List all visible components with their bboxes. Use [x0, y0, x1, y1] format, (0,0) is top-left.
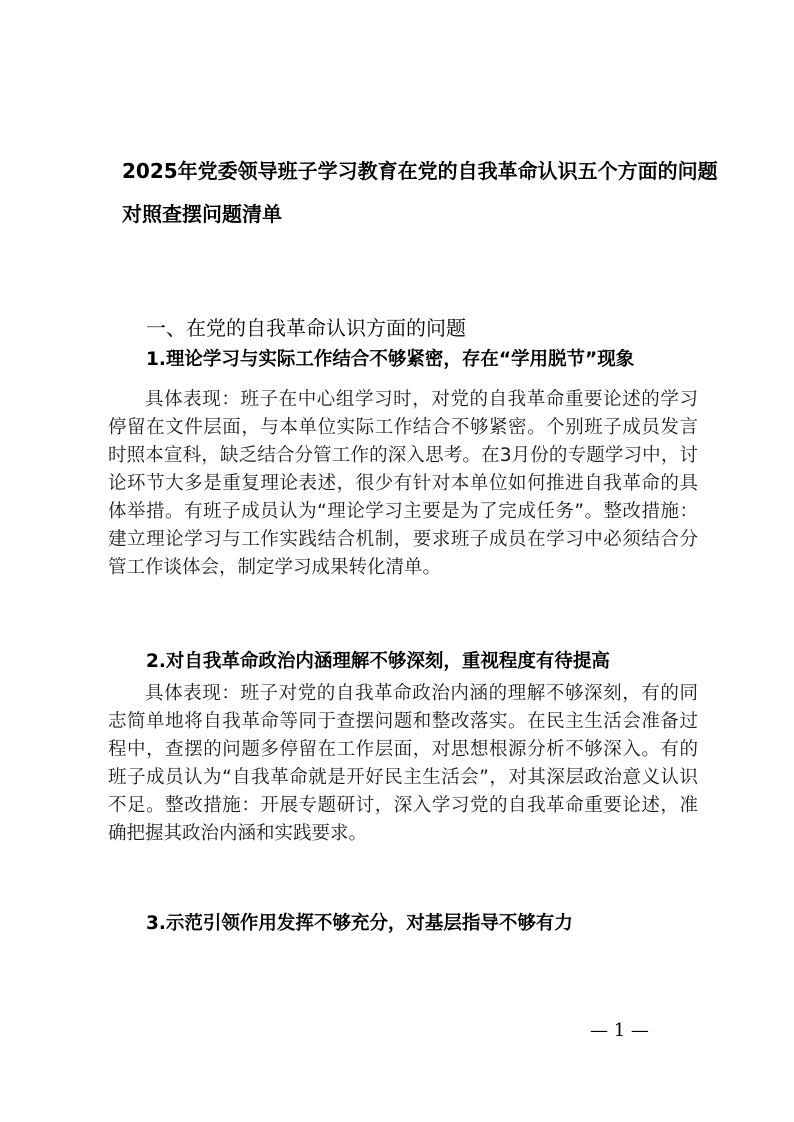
section-heading: 一、在党的自我革命认识方面的问题	[146, 316, 466, 340]
page-number: — 1 —	[590, 1020, 649, 1041]
item-body-1: 具体表现：班子在中心组学习时，对党的自我革命重要论述的学习停留在文件层面，与本单位实际工作结合不够紧密。个别班子成员发言时照本宣科，缺乏结合分管工作的深入思考。在3月份的专题学习中，讨论环节大多是重复理论表述，很少有针对本单位如何推进自我革命的具体举措。有班子成员认为“理论学习主要是为了完成任务”。整改措施：建立理论学习与工作实践结合机制，要求班子成员在学习中必须结合分管工作谈体会，制定学习成果转化清单。	[108, 389, 698, 578]
item-heading-2: 2.对自我革命政治内涵理解不够深刻，重视程度有待提高	[146, 651, 610, 672]
item-heading-1: 1.理论学习与实际工作结合不够紧密，存在“学用脱节”现象	[146, 349, 635, 370]
document-title-line-1: 2025年党委领导班子学习教育在党的自我革命认识五个方面的问题	[122, 159, 718, 183]
item-body-2: 具体表现：班子对党的自我革命政治内涵的理解不够深刻，有的同志简单地将自我革命等同于查摆问题和整改落实。在民主生活会准备过程中，查摆的问题多停留在工作层面，对思想根源分析不够深入。有的班子成员认为“自我革命就是开好民主生活会”，对其深层政治意义认识不足。整改措施：开展专题研讨，深入学习党的自我革命重要论述，准确把握其政治内涵和实践要求。	[108, 683, 698, 844]
item-heading-3: 3.示范引领作用发挥不够充分，对基层指导不够有力	[146, 913, 573, 934]
document-title-line-2: 对照查摆问题清单	[122, 202, 282, 226]
